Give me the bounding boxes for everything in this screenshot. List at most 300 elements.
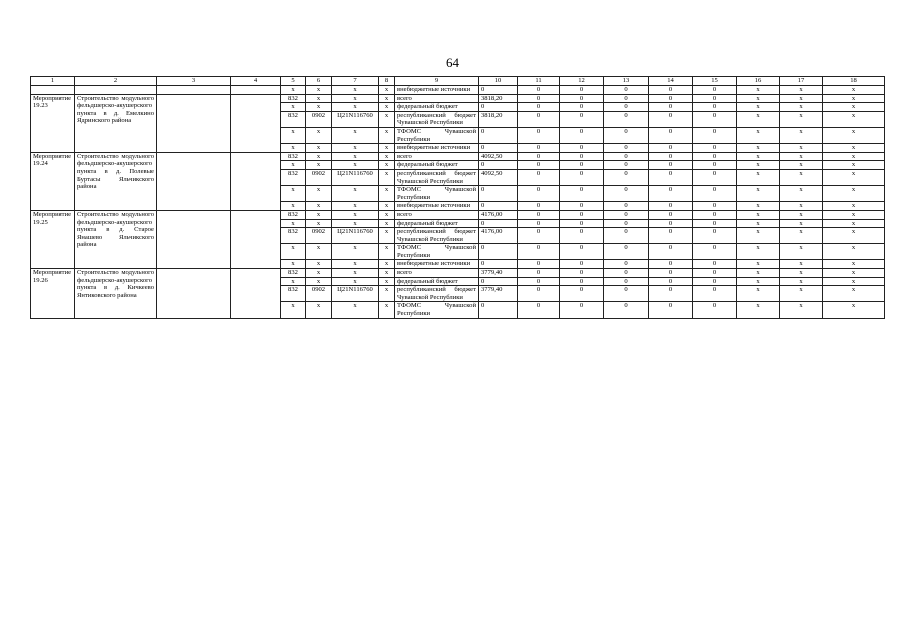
table-cell: 0: [518, 169, 560, 185]
table-cell: 0: [518, 202, 560, 211]
table-cell: x: [379, 161, 395, 170]
table-cell: x: [306, 152, 332, 161]
table-cell: 0: [604, 286, 649, 302]
activity-description: Строительство модульного фельдшерско-акушерского пункта в д. Полевые Буртасы Яльчикского района: [75, 152, 157, 210]
table-cell: Ц21N116760: [332, 228, 379, 244]
table-cell: 0: [693, 152, 737, 161]
table-cell: 0: [518, 286, 560, 302]
table-cell: 832: [281, 94, 306, 103]
table-cell: 832: [281, 269, 306, 278]
table-cell: x: [379, 144, 395, 153]
table-cell: x: [281, 202, 306, 211]
table-cell: 0: [693, 127, 737, 143]
table-cell: x: [823, 302, 885, 318]
table-cell: 0: [518, 228, 560, 244]
funding-source-cell: всего: [395, 94, 479, 103]
table-cell: x: [823, 103, 885, 112]
table-cell: 0: [604, 228, 649, 244]
table-cell: x: [281, 127, 306, 143]
table-cell: 0: [649, 269, 693, 278]
table-cell: 0: [604, 86, 649, 95]
table-cell: x: [306, 210, 332, 219]
table-cell: 0: [604, 127, 649, 143]
table-cell: x: [332, 127, 379, 143]
table-cell: 0: [693, 302, 737, 318]
empty-cell: [157, 152, 231, 210]
table-cell: x: [737, 286, 780, 302]
table-cell: 0: [560, 277, 604, 286]
table-cell: x: [379, 286, 395, 302]
table-cell: 0: [604, 169, 649, 185]
table-cell: 0: [693, 94, 737, 103]
table-cell: 0: [479, 161, 518, 170]
table-cell: x: [737, 161, 780, 170]
table-cell: 0: [693, 277, 737, 286]
table-cell: 0: [693, 219, 737, 228]
table-cell: x: [332, 210, 379, 219]
table-cell: x: [306, 277, 332, 286]
table-cell: x: [737, 127, 780, 143]
funding-source-cell: федеральный бюджет: [395, 161, 479, 170]
table-cell: x: [780, 302, 823, 318]
table-cell: 0: [649, 277, 693, 286]
table-cell: x: [332, 161, 379, 170]
empty-cell: [231, 269, 281, 319]
table-cell: 0: [604, 144, 649, 153]
table-cell: 0: [518, 161, 560, 170]
table-cell: x: [737, 103, 780, 112]
table-cell: 832: [281, 169, 306, 185]
table-cell: x: [823, 169, 885, 185]
table-cell: x: [379, 94, 395, 103]
column-header: 8: [379, 77, 395, 86]
table-cell: 0: [693, 269, 737, 278]
table-cell: x: [306, 86, 332, 95]
table-cell: 0: [560, 94, 604, 103]
table-cell: 0: [649, 302, 693, 318]
table-cell: x: [823, 86, 885, 95]
table-cell: x: [737, 228, 780, 244]
table-cell: 0: [604, 202, 649, 211]
table-cell: x: [379, 269, 395, 278]
table-cell: x: [332, 260, 379, 269]
funding-source-cell: республиканский бюджет Чувашской Республики: [395, 111, 479, 127]
table-cell: x: [780, 286, 823, 302]
table-cell: x: [332, 94, 379, 103]
table-cell: 0: [604, 260, 649, 269]
table-cell: x: [379, 202, 395, 211]
table-cell: 0: [560, 202, 604, 211]
table-cell: x: [737, 111, 780, 127]
table-cell: 0: [560, 169, 604, 185]
table-cell: x: [379, 186, 395, 202]
table-cell: 0: [649, 186, 693, 202]
table-cell: x: [780, 186, 823, 202]
funding-source-cell: внебюджетные источники: [395, 86, 479, 95]
table-cell: x: [379, 152, 395, 161]
table-cell: x: [823, 152, 885, 161]
table-cell: 0: [649, 94, 693, 103]
table-cell: 0902: [306, 111, 332, 127]
table-cell: 0: [649, 103, 693, 112]
table-cell: 0: [518, 260, 560, 269]
table-cell: 0: [693, 244, 737, 260]
table-cell: x: [823, 260, 885, 269]
table-cell: x: [737, 169, 780, 185]
empty-cell: [157, 94, 231, 152]
empty-cell: [231, 210, 281, 268]
table-cell: x: [737, 219, 780, 228]
table-cell: x: [737, 277, 780, 286]
table-cell: x: [823, 127, 885, 143]
table-cell: 0: [604, 244, 649, 260]
table-cell: 0: [560, 244, 604, 260]
table-cell: 0: [649, 169, 693, 185]
empty-cell: [231, 94, 281, 152]
table-cell: x: [379, 228, 395, 244]
table-cell: 0: [649, 86, 693, 95]
table-cell: x: [823, 94, 885, 103]
table-cell: x: [823, 111, 885, 127]
funding-source-cell: внебюджетные источники: [395, 202, 479, 211]
table-cell: x: [737, 244, 780, 260]
table-cell: 0: [649, 228, 693, 244]
funding-source-cell: ТФОМС Чувашской Республики: [395, 302, 479, 318]
table-cell: 0: [604, 161, 649, 170]
table-cell: x: [737, 302, 780, 318]
table-cell: 0: [518, 186, 560, 202]
table-cell: 0: [560, 144, 604, 153]
table-cell: x: [306, 260, 332, 269]
table-cell: 0: [649, 152, 693, 161]
table-cell: x: [306, 103, 332, 112]
table-cell: 832: [281, 228, 306, 244]
table-cell: 3779,40: [479, 269, 518, 278]
table-cell: x: [780, 228, 823, 244]
table-cell: 0: [479, 144, 518, 153]
table-cell: x: [737, 210, 780, 219]
table-cell: x: [823, 219, 885, 228]
table-cell: x: [306, 202, 332, 211]
table-cell: x: [379, 277, 395, 286]
table-cell: 0: [604, 302, 649, 318]
table-cell: x: [379, 260, 395, 269]
table-cell: 0: [479, 202, 518, 211]
table-cell: 0: [560, 152, 604, 161]
table-body: [31, 86, 885, 319]
table-cell: 0: [518, 152, 560, 161]
table-cell: x: [281, 186, 306, 202]
column-header: 3: [157, 77, 231, 86]
table-cell: 0: [560, 286, 604, 302]
column-header: 1: [31, 77, 75, 86]
budget-table: [30, 76, 885, 319]
table-cell: x: [332, 152, 379, 161]
table-cell: 0: [479, 86, 518, 95]
activity-description: Строительство модульного фельдшерско-акушерского пункта в д. Старое Янашево Яльчикского района: [75, 210, 157, 268]
table-cell: 0: [604, 94, 649, 103]
table-cell: x: [306, 219, 332, 228]
table-cell: 4092,50: [479, 152, 518, 161]
table-cell: x: [281, 244, 306, 260]
table-row: [31, 152, 885, 161]
empty-cell: [157, 269, 231, 319]
table-cell: 0: [693, 210, 737, 219]
table-cell: 0: [693, 111, 737, 127]
table-cell: 0: [649, 244, 693, 260]
table-cell: 0: [604, 219, 649, 228]
table-cell: x: [737, 260, 780, 269]
table-cell: 0: [649, 144, 693, 153]
table-row: [31, 210, 885, 219]
table-cell: x: [823, 277, 885, 286]
table-cell: Ц21N116760: [332, 111, 379, 127]
table-cell: x: [737, 94, 780, 103]
table-cell: 0: [560, 161, 604, 170]
table-cell: 0: [604, 152, 649, 161]
table-cell: x: [281, 302, 306, 318]
table-cell: 0: [693, 286, 737, 302]
funding-source-cell: федеральный бюджет: [395, 219, 479, 228]
funding-source-cell: федеральный бюджет: [395, 277, 479, 286]
activity-description: Строительство модульного фельдшерско-акушерского пункта в д. Емелкино Ядринского района: [75, 94, 157, 152]
table-cell: x: [281, 260, 306, 269]
column-header: 5: [281, 77, 306, 86]
table-cell: 0: [560, 260, 604, 269]
column-header: 7: [332, 77, 379, 86]
table-cell: 0: [479, 219, 518, 228]
table-cell: 0: [604, 210, 649, 219]
table-cell: x: [379, 219, 395, 228]
table-cell: 0: [604, 111, 649, 127]
table-cell: x: [306, 186, 332, 202]
funding-source-cell: ТФОМС Чувашской Республики: [395, 244, 479, 260]
table-cell: 4092,50: [479, 169, 518, 185]
table-cell: x: [823, 228, 885, 244]
table-cell: x: [823, 186, 885, 202]
table-cell: 0: [604, 103, 649, 112]
activity-label: Мероприятие 19.25: [31, 210, 75, 268]
table-cell: x: [332, 277, 379, 286]
table-cell: 0: [518, 127, 560, 143]
funding-source-cell: всего: [395, 269, 479, 278]
table-cell: x: [780, 210, 823, 219]
table-cell: x: [332, 244, 379, 260]
table-cell: 0: [560, 186, 604, 202]
table-cell: 832: [281, 286, 306, 302]
table-cell: x: [780, 219, 823, 228]
table-cell: 0: [693, 228, 737, 244]
column-header: 4: [231, 77, 281, 86]
table-cell: 0: [518, 144, 560, 153]
table-cell: x: [332, 86, 379, 95]
table-cell: x: [332, 302, 379, 318]
activity-label: Мероприятие 19.24: [31, 152, 75, 210]
header-row: [31, 77, 885, 86]
table-cell: x: [281, 219, 306, 228]
table-cell: 0: [693, 103, 737, 112]
table-cell: 0: [560, 302, 604, 318]
funding-source-cell: всего: [395, 210, 479, 219]
table-cell: 0: [518, 269, 560, 278]
table-cell: 0: [604, 269, 649, 278]
funding-source-cell: федеральный бюджет: [395, 103, 479, 112]
table-cell: x: [780, 169, 823, 185]
column-header: 15: [693, 77, 737, 86]
table-cell: x: [780, 103, 823, 112]
table-cell: 0: [518, 277, 560, 286]
table-cell: 0902: [306, 286, 332, 302]
funding-source-cell: внебюджетные источники: [395, 260, 479, 269]
table-row: [31, 269, 885, 278]
table-cell: 0: [479, 302, 518, 318]
table-cell: 0: [518, 111, 560, 127]
table-cell: 0: [518, 94, 560, 103]
table-cell: x: [281, 103, 306, 112]
table-cell: x: [332, 186, 379, 202]
table-row: [31, 94, 885, 103]
table-cell: x: [306, 127, 332, 143]
column-header: 2: [75, 77, 157, 86]
table-cell: 0: [649, 111, 693, 127]
table-row: [31, 86, 885, 95]
column-header: 13: [604, 77, 649, 86]
table-cell: 0: [693, 260, 737, 269]
table-cell: x: [379, 210, 395, 219]
table-cell: x: [823, 244, 885, 260]
table-cell: x: [281, 277, 306, 286]
table-cell: 0902: [306, 169, 332, 185]
table-cell: 0: [649, 260, 693, 269]
table-cell: x: [823, 202, 885, 211]
table-cell: 0: [479, 260, 518, 269]
page-number: 64: [446, 55, 459, 70]
column-header: 17: [780, 77, 823, 86]
empty-cell: [231, 152, 281, 210]
table-cell: Ц21N116760: [332, 286, 379, 302]
table-cell: 0: [604, 186, 649, 202]
table-cell: 3818,20: [479, 111, 518, 127]
table-cell: x: [306, 244, 332, 260]
column-header: 14: [649, 77, 693, 86]
table-cell: x: [780, 202, 823, 211]
funding-source-cell: ТФОМС Чувашской Республики: [395, 127, 479, 143]
table-cell: x: [780, 152, 823, 161]
table-cell: 0: [693, 169, 737, 185]
table-cell: x: [306, 161, 332, 170]
table-cell: x: [379, 244, 395, 260]
table-cell: x: [306, 94, 332, 103]
table-cell: x: [332, 269, 379, 278]
column-header: 10: [479, 77, 518, 86]
table-cell: 0: [649, 161, 693, 170]
table-cell: x: [306, 269, 332, 278]
table-cell: 0: [479, 103, 518, 112]
table-cell: 0: [649, 202, 693, 211]
table-cell: x: [281, 86, 306, 95]
activity-description: Строительство модульного фельдшерско-акушерского пункта в д. Кичкеево Янтиковского района: [75, 269, 157, 319]
table-cell: 0: [518, 219, 560, 228]
empty-cell: [231, 86, 281, 95]
table-cell: x: [737, 202, 780, 211]
table-cell: 0: [518, 86, 560, 95]
table-cell: x: [737, 186, 780, 202]
table-cell: 0902: [306, 228, 332, 244]
table-cell: x: [306, 144, 332, 153]
column-header: 6: [306, 77, 332, 86]
table-cell: x: [780, 161, 823, 170]
funding-source-cell: всего: [395, 152, 479, 161]
column-header: 16: [737, 77, 780, 86]
column-header: 11: [518, 77, 560, 86]
activity-label: Мероприятие 19.26: [31, 269, 75, 319]
table-cell: 0: [693, 144, 737, 153]
table-cell: 0: [518, 210, 560, 219]
table-cell: 3779,40: [479, 286, 518, 302]
table-cell: 0: [560, 228, 604, 244]
table-cell: 832: [281, 111, 306, 127]
table-cell: x: [379, 111, 395, 127]
table-cell: x: [379, 86, 395, 95]
table-cell: 0: [649, 210, 693, 219]
table-cell: x: [737, 269, 780, 278]
table-cell: x: [780, 127, 823, 143]
empty-cell: [157, 86, 231, 95]
table-cell: 0: [518, 244, 560, 260]
table-cell: 0: [693, 86, 737, 95]
table-cell: 0: [649, 127, 693, 143]
table-cell: 0: [560, 210, 604, 219]
table-cell: x: [737, 86, 780, 95]
empty-cell: [31, 86, 75, 95]
table-cell: 0: [560, 269, 604, 278]
table-cell: x: [823, 144, 885, 153]
column-header: 9: [395, 77, 479, 86]
table-cell: 0: [479, 277, 518, 286]
table-cell: x: [780, 86, 823, 95]
table-cell: 0: [479, 186, 518, 202]
table-cell: 0: [693, 202, 737, 211]
table-cell: x: [823, 286, 885, 302]
table-cell: x: [737, 144, 780, 153]
table-cell: x: [737, 152, 780, 161]
table-cell: 832: [281, 152, 306, 161]
table-cell: x: [332, 103, 379, 112]
column-header: 12: [560, 77, 604, 86]
table-cell: x: [780, 269, 823, 278]
table-cell: x: [332, 219, 379, 228]
table-cell: 0: [479, 127, 518, 143]
funding-source-cell: республиканский бюджет Чувашской Республики: [395, 286, 479, 302]
table-cell: x: [306, 302, 332, 318]
table-cell: 3818,20: [479, 94, 518, 103]
table-cell: 4176,00: [479, 210, 518, 219]
table-cell: x: [281, 144, 306, 153]
table-cell: 0: [518, 103, 560, 112]
table-cell: x: [823, 210, 885, 219]
table-cell: 0: [560, 86, 604, 95]
table-cell: 0: [649, 286, 693, 302]
table-cell: 0: [560, 111, 604, 127]
table-cell: x: [379, 127, 395, 143]
table-cell: 0: [560, 103, 604, 112]
funding-source-cell: внебюджетные источники: [395, 144, 479, 153]
table-cell: x: [281, 161, 306, 170]
table-cell: 4176,00: [479, 228, 518, 244]
table-cell: Ц21N116760: [332, 169, 379, 185]
table-cell: 0: [693, 161, 737, 170]
table-cell: x: [823, 269, 885, 278]
